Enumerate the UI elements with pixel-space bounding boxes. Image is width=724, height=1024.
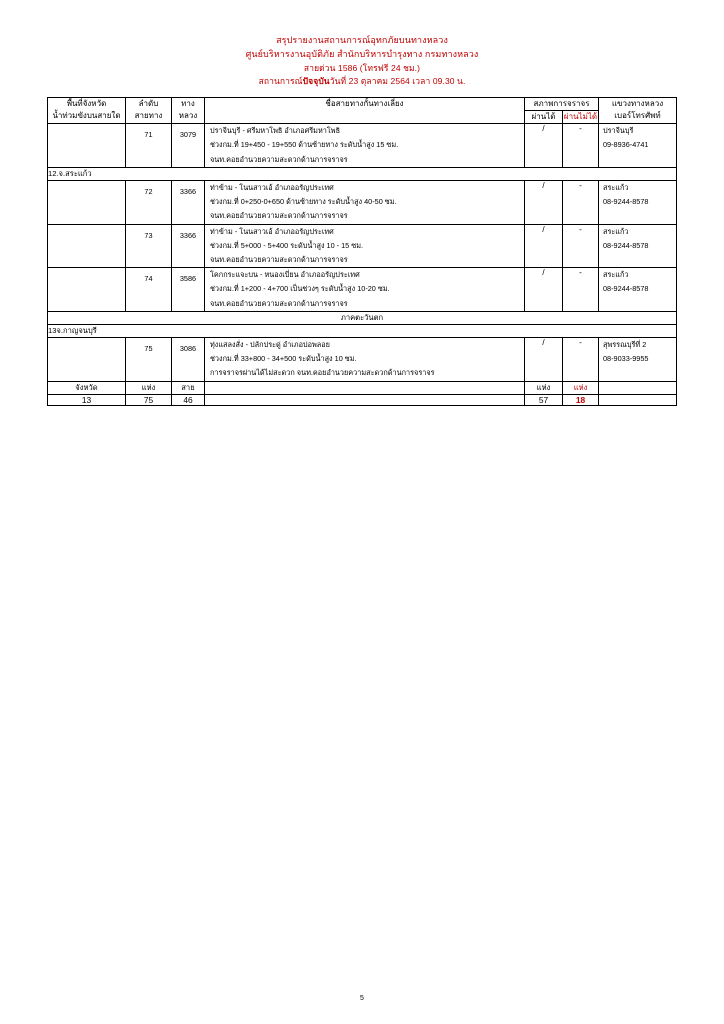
summary-label-pass: แห่ง (524, 381, 562, 394)
summary-value-name (204, 394, 524, 405)
cell-pass: / (524, 224, 562, 268)
header-traffic-group: สภาพการจราจร (524, 98, 598, 111)
office-phone: 08-9244-8578 (603, 197, 649, 207)
header-order-line2: สายทาง (134, 111, 163, 121)
desc-line-3: จนท.คอยอำนวยความสะดวกด้านการจราจร (209, 254, 348, 264)
page-number: 5 (360, 995, 364, 1002)
summary-value-highway: 46 (171, 394, 204, 405)
flood-report-table (47, 97, 677, 405)
office-phone: 08-9033-9955 (603, 354, 649, 364)
table-group-row (47, 324, 676, 337)
summary-label-name (204, 381, 524, 394)
cell-order: 73 (125, 224, 171, 268)
desc-line-2: ช่วงกม.ที่ 33+800 - 34+500 ระดับน้ำสูง 10 ซม. (209, 354, 357, 364)
header-highway-line2: หลวง (178, 111, 198, 121)
cell-order: 72 (125, 180, 171, 224)
table-region-row (47, 311, 676, 324)
office-phone: 08-9244-8578 (603, 284, 649, 294)
cell-nopass: - (562, 124, 598, 168)
office-name: สระแก้ว (603, 270, 629, 280)
office-name: ปราจีนบุรี (603, 126, 634, 136)
header-line-1: สรุปรายงานสถานการณ์อุทกภัยบนทางหลวง (276, 35, 448, 45)
cell-area (47, 268, 125, 312)
summary-value-row (47, 394, 676, 405)
cell-office (599, 337, 677, 381)
header-highway-line1: ทาง (181, 99, 195, 109)
office-name: สระแก้ว (603, 226, 629, 236)
office-name: สุพรรณบุรีที่ 2 (603, 339, 647, 349)
region-label: ภาคตะวันตก (47, 311, 676, 324)
header-status-bold: ปัจจุบัน (302, 76, 330, 87)
desc-line-3: จนท.คอยอำนวยความสะดวกด้านการจราจร (209, 154, 348, 164)
cell-description (204, 337, 524, 381)
header-highway (171, 98, 204, 124)
summary-label-office (599, 381, 677, 394)
cell-description (204, 268, 524, 312)
header-area-line2: น้ำท่วมขังบนสายใด (52, 111, 121, 121)
cell-order: 71 (125, 124, 171, 168)
header-order-line1: ลำดับ (138, 99, 159, 109)
header-nopass: ผ่านไม่ได้ (562, 111, 598, 124)
table-header-row (47, 98, 676, 111)
cell-pass: / (524, 337, 562, 381)
cell-highway: 3366 (171, 180, 204, 224)
header-line-2: ศูนย์บริหารงานอุบัติภัย สำนักบริหารบำรุงทาง กรมทางหลวง (245, 48, 479, 59)
summary-value-area: 13 (47, 394, 125, 405)
header-order (125, 98, 171, 124)
summary-label-nopass: แห่ง (562, 381, 598, 394)
cell-order: 75 (125, 337, 171, 381)
cell-description (204, 180, 524, 224)
desc-line-2: ช่วงกม.ที่ 19+450 - 19+550 ด้านซ้ายทาง ระดับน้ำสูง 15 ซม. (209, 140, 399, 150)
desc-line-1: โคกกระแจะบน - หนองเบี่ยน อำเภออรัญประเทศ (209, 270, 360, 280)
summary-label-row (47, 381, 676, 394)
cell-nopass: - (562, 268, 598, 312)
table-row (47, 124, 676, 168)
summary-value-order: 75 (125, 394, 171, 405)
summary-value-office (599, 394, 677, 405)
cell-highway: 3586 (171, 268, 204, 312)
header-pass: ผ่านได้ (524, 111, 562, 124)
cell-office (599, 268, 677, 312)
desc-line-1: ท่าข้าม - โนนสาวเอ้ อำเภออรัญประเทศ (209, 226, 334, 236)
cell-nopass: - (562, 224, 598, 268)
cell-nopass: - (562, 180, 598, 224)
table-row (47, 337, 676, 381)
header-name: ชื่อสายทางกั้นทางเลี่ยง (204, 98, 524, 124)
summary-value-pass: 57 (524, 394, 562, 405)
desc-line-2: ช่วงกม.ที่ 1+200 - 4+700 เป็นช่วงๆ ระดับน้ำสูง 10-20 ซม. (209, 284, 390, 294)
header-office-line1: แขวงทางหลวง (611, 99, 664, 109)
document-header (0, 0, 724, 88)
desc-line-2: ช่วงกม.ที่ 0+250-0+650 ด้านซ้ายทาง ระดับน้ำสูง 40-50 ซม. (209, 197, 397, 207)
cell-office (599, 224, 677, 268)
desc-line-3: จนท.คอยอำนวยความสะดวกด้านการจราจร (209, 298, 348, 308)
header-status-prefix: สถานการณ์ (258, 76, 303, 87)
header-office-line2: เบอร์โทรศัพท์ (614, 111, 661, 121)
summary-value-nopass: 18 (562, 394, 598, 405)
cell-area (47, 337, 125, 381)
cell-pass: / (524, 268, 562, 312)
header-area-line1: พื้นที่จังหวัด (66, 99, 107, 109)
office-phone: 09-8936-4741 (603, 140, 649, 150)
cell-pass: / (524, 180, 562, 224)
cell-area (47, 124, 125, 168)
cell-office (599, 124, 677, 168)
cell-highway: 3086 (171, 337, 204, 381)
header-area (47, 98, 125, 124)
cell-order: 74 (125, 268, 171, 312)
table-group-row (47, 167, 676, 180)
group-label: 12.จ.สระแก้ว (47, 167, 676, 180)
desc-line-2: ช่วงกม.ที่ 5+000 - 5+400 ระดับน้ำสูง 10 - 15 ซม. (209, 240, 364, 250)
office-name: สระแก้ว (603, 182, 629, 192)
desc-line-1: ปราจีนบุรี - ศรีมหาโพธิ อำเภอศรีมหาโพธิ (209, 126, 341, 136)
desc-line-1: ทุ่งแสลงสั่ง - ปลักประดู่ อำเภอบ่อพลอย (209, 339, 330, 349)
summary-label-order: แห่ง (125, 381, 171, 394)
desc-line-1: ท่าข้าม - โนนสาวเอ้ อำเภออรัญประเทศ (209, 182, 334, 192)
summary-label-area: จังหวัด (47, 381, 125, 394)
header-line-3: สายด่วน 1586 (โทรฟรี 24 ชม.) (303, 62, 421, 73)
header-office (599, 98, 677, 124)
cell-pass: / (524, 124, 562, 168)
table-row (47, 224, 676, 268)
cell-description (204, 224, 524, 268)
header-status-suffix: วันที่ 23 ตุลาคม 2564 เวลา 09.30 น. (329, 76, 466, 87)
cell-highway: 3079 (171, 124, 204, 168)
cell-description (204, 124, 524, 168)
table-row (47, 180, 676, 224)
cell-nopass: - (562, 337, 598, 381)
group-label: 13จ.กาญจนบุรี (47, 324, 676, 337)
table-row (47, 268, 676, 312)
cell-area (47, 180, 125, 224)
cell-office (599, 180, 677, 224)
cell-highway: 3366 (171, 224, 204, 268)
summary-label-highway: สาย (171, 381, 204, 394)
desc-line-3: การจราจรผ่านได้ไม่สะดวก จนท.คอยอำนวยความสะดวกด้านการจราจร (209, 368, 435, 378)
office-phone: 08-9244-8578 (603, 240, 649, 250)
desc-line-3: จนท.คอยอำนวยความสะดวกด้านการจราจร (209, 211, 348, 221)
cell-area (47, 224, 125, 268)
header-line-4 (0, 75, 724, 88)
